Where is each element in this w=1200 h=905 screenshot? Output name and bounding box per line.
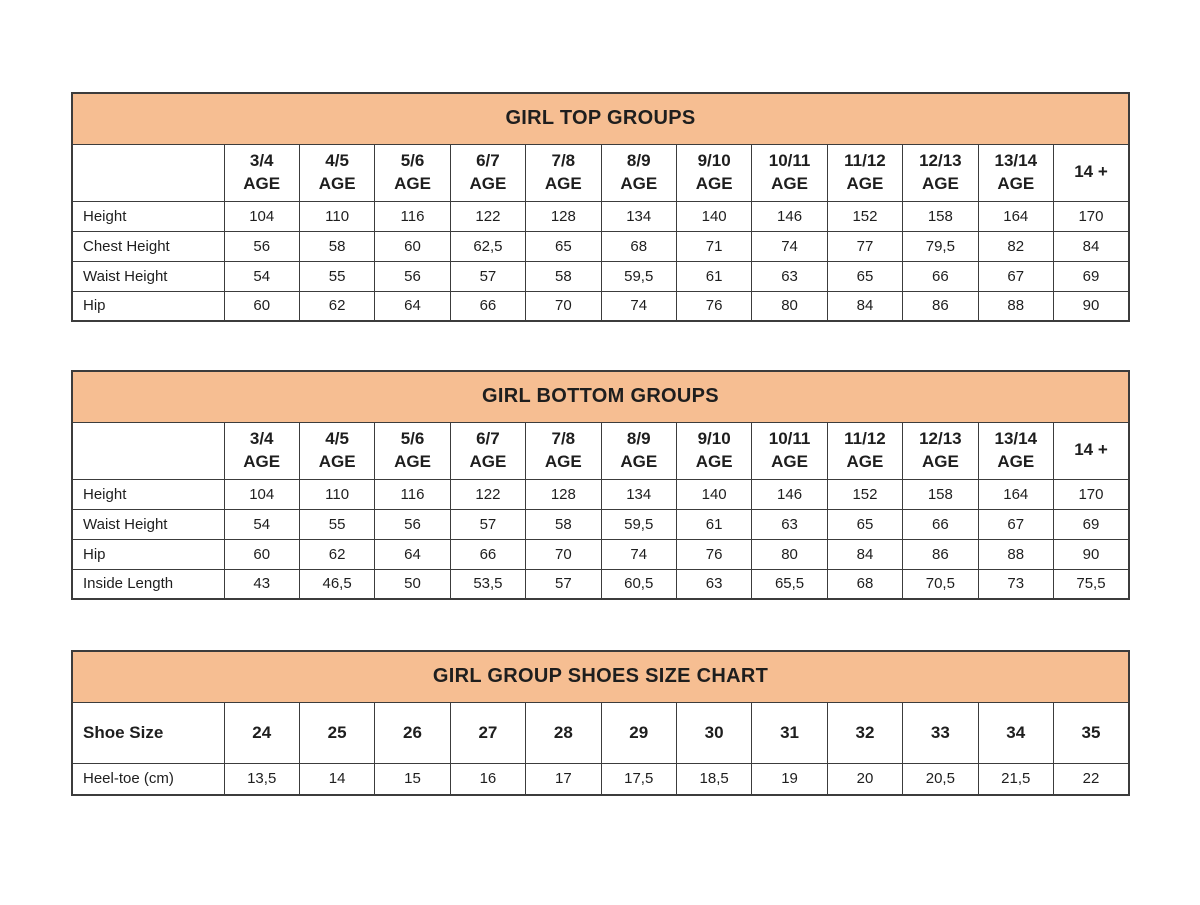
- cell-value: 84: [827, 539, 902, 569]
- age-column-bottom-label: AGE: [394, 173, 431, 193]
- age-column-top-label: 11/12: [844, 151, 886, 171]
- cell-value: 55: [299, 509, 374, 539]
- girl-group-shoes-size-chart-grid: [71, 650, 1130, 796]
- age-column-header: [978, 144, 1053, 201]
- cell-value: 110: [299, 201, 374, 231]
- row-label: Chest Height: [72, 231, 224, 261]
- cell-value: 25: [299, 702, 374, 763]
- age-column-bottom-label: AGE: [620, 173, 658, 193]
- age-column-top-label: 5/6: [400, 429, 425, 449]
- age-column-header: [224, 422, 299, 479]
- cell-value: 56: [375, 261, 450, 291]
- age-column-bottom-label: AGE: [243, 173, 281, 193]
- girl-top-groups-grid: [71, 92, 1130, 322]
- cell-value: 56: [375, 509, 450, 539]
- age-column-header: [601, 144, 676, 201]
- cell-value: 53,5: [450, 569, 525, 599]
- cell-value: 158: [903, 479, 978, 509]
- age-column-bottom-label: AGE: [394, 451, 431, 471]
- age-column-top-label: 12/13: [919, 151, 962, 171]
- age-column-bottom-label: AGE: [921, 451, 959, 471]
- cell-value: 152: [827, 201, 902, 231]
- cell-value: 28: [526, 702, 601, 763]
- row-label: Waist Height: [72, 261, 224, 291]
- cell-value: 57: [450, 509, 525, 539]
- age-header-row: [72, 144, 1129, 201]
- cell-value: 60: [224, 539, 299, 569]
- age-column-header: [752, 144, 827, 201]
- age-column-header: [526, 422, 601, 479]
- age-column-top-label: 9/10: [697, 151, 731, 171]
- cell-value: 61: [676, 261, 751, 291]
- cell-value: 67: [978, 261, 1053, 291]
- cell-value: 60: [375, 231, 450, 261]
- age-header-row: [72, 422, 1129, 479]
- cell-value: 80: [752, 539, 827, 569]
- cell-value: 16: [450, 763, 525, 795]
- table-row: [72, 291, 1129, 321]
- cell-value: 46,5: [299, 569, 374, 599]
- table-row: [72, 201, 1129, 231]
- age-column-top-label: 3/4: [249, 429, 274, 449]
- cell-value: 66: [450, 539, 525, 569]
- cell-value: 65: [827, 261, 902, 291]
- cell-value: 64: [375, 539, 450, 569]
- cell-value: 77: [827, 231, 902, 261]
- cell-value: 13,5: [224, 763, 299, 795]
- cell-value: 30: [676, 702, 751, 763]
- cell-value: 31: [752, 702, 827, 763]
- cell-value: 64: [375, 291, 450, 321]
- cell-value: 65: [526, 231, 601, 261]
- cell-value: 34: [978, 702, 1053, 763]
- age-column-header: [224, 144, 299, 201]
- age-column-bottom-label: AGE: [544, 451, 582, 471]
- row-label: Height: [72, 479, 224, 509]
- cell-value: 69: [1053, 509, 1129, 539]
- cell-value: 60,5: [601, 569, 676, 599]
- cell-value: 65: [827, 509, 902, 539]
- cell-value: 55: [299, 261, 374, 291]
- age-column-top-label: 12/13: [919, 429, 962, 449]
- girl-top-groups-table: [71, 92, 1130, 322]
- cell-value: 74: [601, 291, 676, 321]
- cell-value: 54: [224, 261, 299, 291]
- cell-value: 134: [601, 201, 676, 231]
- cell-value: 18,5: [676, 763, 751, 795]
- cell-value: 66: [903, 261, 978, 291]
- age-column-top-label: 11/12: [844, 429, 886, 449]
- cell-value: 58: [526, 261, 601, 291]
- cell-value: 68: [601, 231, 676, 261]
- age-column-bottom-label: AGE: [997, 451, 1035, 471]
- age-column-bottom-label: AGE: [620, 451, 658, 471]
- cell-value: 80: [752, 291, 827, 321]
- cell-value: 62: [299, 539, 374, 569]
- age-column-top-label: 10/11: [768, 151, 811, 171]
- age-column-top-label: 13/14: [994, 151, 1038, 171]
- cell-value: 20: [827, 763, 902, 795]
- cell-value: 170: [1053, 201, 1129, 231]
- cell-value: 116: [375, 479, 450, 509]
- table-row: [72, 231, 1129, 261]
- cell-value: 69: [1053, 261, 1129, 291]
- cell-value: 70: [526, 291, 601, 321]
- age-column-bottom-label: AGE: [771, 173, 808, 193]
- cell-value: 68: [827, 569, 902, 599]
- cell-value: 86: [903, 539, 978, 569]
- cell-value: 79,5: [903, 231, 978, 261]
- age-column-top-label: 7/8: [551, 151, 576, 171]
- age-column-top-label: 9/10: [697, 429, 731, 449]
- cell-value: 158: [903, 201, 978, 231]
- cell-value: 76: [676, 539, 751, 569]
- age-column-top-label: 5/6: [400, 151, 425, 171]
- age-column-bottom-label: AGE: [469, 173, 507, 193]
- age-column-header: [299, 144, 374, 201]
- corner-cell: [72, 144, 224, 201]
- cell-value: 60: [224, 291, 299, 321]
- row-label: Heel-toe (cm): [72, 763, 224, 795]
- age-column-top-label: 7/8: [551, 429, 576, 449]
- age-column-header: [526, 144, 601, 201]
- cell-value: 21,5: [978, 763, 1053, 795]
- age-column-header: [375, 422, 450, 479]
- cell-value: 88: [978, 539, 1053, 569]
- cell-value: 170: [1053, 479, 1129, 509]
- age-column-header: [903, 422, 978, 479]
- cell-value: 61: [676, 509, 751, 539]
- cell-value: 54: [224, 509, 299, 539]
- table-row: [72, 479, 1129, 509]
- cell-value: 122: [450, 201, 525, 231]
- cell-value: 70,5: [903, 569, 978, 599]
- cell-value: 66: [903, 509, 978, 539]
- age-column-top-label: 8/9: [626, 429, 651, 449]
- corner-cell: [72, 422, 224, 479]
- age-column-top-label: 8/9: [626, 151, 651, 171]
- age-column-bottom-label: AGE: [695, 451, 733, 471]
- age-column-header: [978, 422, 1053, 479]
- age-column-header: [676, 144, 751, 201]
- cell-value: 84: [827, 291, 902, 321]
- cell-value: 82: [978, 231, 1053, 261]
- table-row: [72, 509, 1129, 539]
- cell-value: 57: [450, 261, 525, 291]
- girl-group-shoes-size-chart-table: [71, 650, 1130, 796]
- age-column-bottom-label: AGE: [318, 173, 356, 193]
- age-column-header: [299, 422, 374, 479]
- cell-value: 74: [752, 231, 827, 261]
- cell-value: 128: [526, 201, 601, 231]
- age-column-bottom-label: AGE: [469, 451, 507, 471]
- age-column-bottom-label: AGE: [243, 451, 281, 471]
- cell-value: 43: [224, 569, 299, 599]
- cell-value: 59,5: [601, 261, 676, 291]
- age-column-bottom-label: AGE: [921, 173, 959, 193]
- row-label: Hip: [72, 539, 224, 569]
- cell-value: 134: [601, 479, 676, 509]
- table-title-row: [72, 371, 1129, 422]
- girl-bottom-groups-table: [71, 370, 1130, 600]
- age-column-top-label: 4/5: [325, 151, 349, 171]
- cell-value: 67: [978, 509, 1053, 539]
- cell-value: 24: [224, 702, 299, 763]
- age-column-header: [450, 144, 525, 201]
- cell-value: 57: [526, 569, 601, 599]
- cell-value: 90: [1053, 539, 1129, 569]
- cell-value: 62,5: [450, 231, 525, 261]
- age-column-bottom-label: AGE: [771, 451, 808, 471]
- age-column-bottom-label: AGE: [846, 451, 884, 471]
- table-row: [72, 539, 1129, 569]
- cell-value: 146: [752, 479, 827, 509]
- cell-value: 152: [827, 479, 902, 509]
- cell-value: 116: [375, 201, 450, 231]
- cell-value: 84: [1053, 231, 1129, 261]
- cell-value: 17,5: [601, 763, 676, 795]
- cell-value: 122: [450, 479, 525, 509]
- cell-value: 59,5: [601, 509, 676, 539]
- cell-value: 58: [526, 509, 601, 539]
- cell-value: 26: [375, 702, 450, 763]
- cell-value: 63: [752, 509, 827, 539]
- cell-value: 50: [375, 569, 450, 599]
- cell-value: 140: [676, 201, 751, 231]
- age-column-bottom-label: AGE: [846, 173, 884, 193]
- cell-value: 56: [224, 231, 299, 261]
- cell-value: 22: [1053, 763, 1129, 795]
- age-column-header: [903, 144, 978, 201]
- cell-value: 35: [1053, 702, 1129, 763]
- table-title-row: [72, 651, 1129, 702]
- age-column-header: [827, 422, 902, 479]
- cell-value: 17: [526, 763, 601, 795]
- cell-value: 146: [752, 201, 827, 231]
- cell-value: 164: [978, 479, 1053, 509]
- cell-value: 65,5: [752, 569, 827, 599]
- age-column-bottom-label: AGE: [318, 451, 356, 471]
- age-column-top-label: 14 +: [1074, 440, 1108, 460]
- cell-value: 71: [676, 231, 751, 261]
- row-label: Hip: [72, 291, 224, 321]
- table-row: [72, 261, 1129, 291]
- cell-value: 27: [450, 702, 525, 763]
- cell-value: 74: [601, 539, 676, 569]
- age-column-bottom-label: AGE: [544, 173, 582, 193]
- cell-value: 104: [224, 201, 299, 231]
- cell-value: 58: [299, 231, 374, 261]
- age-column-top-label: 10/11: [768, 429, 811, 449]
- cell-value: 32: [827, 702, 902, 763]
- cell-value: 110: [299, 479, 374, 509]
- row-label: Shoe Size: [72, 702, 224, 763]
- cell-value: 140: [676, 479, 751, 509]
- row-label: Waist Height: [72, 509, 224, 539]
- table-title: GIRL TOP GROUPS: [72, 93, 1129, 144]
- cell-value: 20,5: [903, 763, 978, 795]
- cell-value: 128: [526, 479, 601, 509]
- age-column-top-label: 4/5: [325, 429, 349, 449]
- age-column-bottom-label: AGE: [997, 173, 1035, 193]
- row-label: Inside Length: [72, 569, 224, 599]
- cell-value: 90: [1053, 291, 1129, 321]
- table-title: GIRL BOTTOM GROUPS: [72, 371, 1129, 422]
- cell-value: 88: [978, 291, 1053, 321]
- cell-value: 19: [752, 763, 827, 795]
- girl-bottom-groups-grid: [71, 370, 1130, 600]
- cell-value: 76: [676, 291, 751, 321]
- table-title-row: [72, 93, 1129, 144]
- age-column-header: [676, 422, 751, 479]
- cell-value: 66: [450, 291, 525, 321]
- age-column-header: [1053, 422, 1129, 479]
- cell-value: 75,5: [1053, 569, 1129, 599]
- age-column-top-label: 6/7: [476, 151, 500, 171]
- cell-value: 14: [299, 763, 374, 795]
- age-column-top-label: 6/7: [476, 429, 500, 449]
- cell-value: 70: [526, 539, 601, 569]
- age-column-bottom-label: AGE: [695, 173, 733, 193]
- age-column-top-label: 14 +: [1074, 162, 1108, 182]
- cell-value: 104: [224, 479, 299, 509]
- age-column-header: [375, 144, 450, 201]
- cell-value: 63: [676, 569, 751, 599]
- age-column-header: [752, 422, 827, 479]
- cell-value: 164: [978, 201, 1053, 231]
- age-column-header: [450, 422, 525, 479]
- age-column-header: [601, 422, 676, 479]
- cell-value: 15: [375, 763, 450, 795]
- cell-value: 33: [903, 702, 978, 763]
- cell-value: 29: [601, 702, 676, 763]
- cell-value: 86: [903, 291, 978, 321]
- age-column-top-label: 3/4: [249, 151, 274, 171]
- cell-value: 73: [978, 569, 1053, 599]
- row-label: Height: [72, 201, 224, 231]
- table-row: [72, 763, 1129, 795]
- table-row: [72, 569, 1129, 599]
- age-column-top-label: 13/14: [994, 429, 1038, 449]
- age-column-header: [827, 144, 902, 201]
- cell-value: 63: [752, 261, 827, 291]
- table-title: GIRL GROUP SHOES SIZE CHART: [72, 651, 1129, 702]
- table-row: [72, 702, 1129, 763]
- age-column-header: [1053, 144, 1129, 201]
- cell-value: 62: [299, 291, 374, 321]
